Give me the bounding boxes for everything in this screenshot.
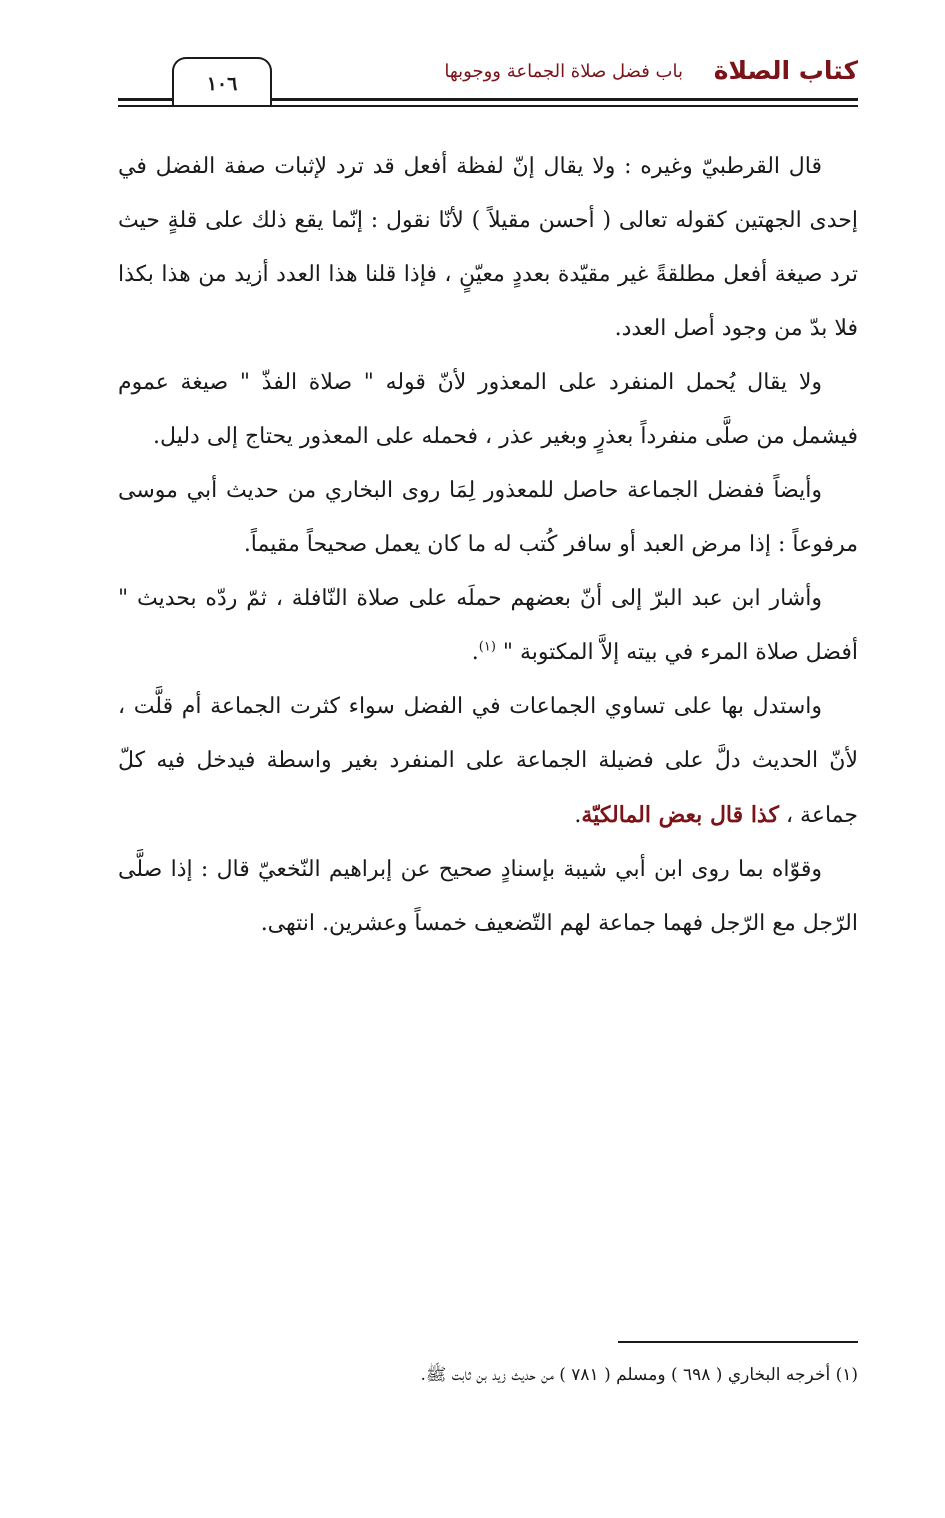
paragraph-4-text: وأشار ابن عبد البرّ إلى أنّ بعضهم حملَه على صلاة النّافلة ، ثمّ ردّه بحديث " أفضل صلاة المرء في بيته إلاَّ المكتوبة " bbox=[118, 586, 858, 665]
paragraph-5-end: . bbox=[574, 803, 582, 828]
paragraph-6: وقوّاه بما روى ابن أبي شيبة بإسنادٍ صحيح عن إبراهيم النّخعيّ قال : إذا صلَّى الرّجل مع الرّجل فهما جماعة لهم التّضعيف خمساً وعشرين. انتهى. bbox=[118, 857, 858, 936]
paragraph-5 bbox=[118, 680, 858, 843]
paragraph-5-text: واستدل بها على تساوي الجماعات في الفضل سواء كثرت الجماعة أم قلَّت ، لأنّ الحديث دلَّ على فضيلة الجماعة على المنفرد بغير واسطة فيدخل فيه كلّ جماعة ، bbox=[118, 694, 858, 828]
paragraph-3: وأيضاً ففضل الجماعة حاصل للمعذور لِمَا روى البخاري من حديث أبي موسى مرفوعاً : إذا مرض العبد أو سافر كُتب له ما كان يعمل صحيحاً مقيماً. bbox=[118, 478, 858, 557]
footnote: (١) أخرجه البخاري ( ٦٩٨ ) ومسلم ( ٧٨١ ) من حديث زيد بن ثابت ﷺ. bbox=[420, 1365, 858, 1385]
paragraph-2: ولا يقال يُحمل المنفرد على المعذور لأنّ قوله " صلاة الفذّ " صيغة عموم فيشمل من صلَّى منفرداً بعذرٍ وبغير عذر ، فحمله على المعذور يحتاج إلى دليل. bbox=[118, 370, 858, 449]
chapter-title: باب فضل صلاة الجماعة ووجوبها bbox=[444, 61, 683, 82]
page-number: ١٠٦ bbox=[172, 57, 272, 105]
paragraph-4 bbox=[118, 572, 858, 680]
footnote-separator bbox=[618, 1341, 858, 1343]
book-title: كتاب الصلاة bbox=[713, 56, 858, 85]
paragraph-1: قال القرطبيّ وغيره : ولا يقال إنّ لفظة أفعل قد ترد لإثبات صفة الفضل في إحدى الجهتين كقوله تعالى ( أحسن مقيلاً ) لأنّا نقول : إنّما يقع ذلك على قلةٍ حيث ترد صيغة أفعل مطلقةً غير مقيّدة بعددٍ معيّنٍ ، فإذا قلنا هذا العدد أزيد من هذا بكذا فلا بدّ من وجود أصل العدد. bbox=[118, 154, 858, 341]
footnote-reference[interactable]: (١) bbox=[478, 639, 496, 655]
highlighted-phrase: كذا قال بعض المالكيّة bbox=[581, 802, 779, 828]
main-text bbox=[118, 140, 858, 951]
page-header bbox=[118, 52, 858, 112]
paragraph-4-end: . bbox=[471, 640, 479, 665]
